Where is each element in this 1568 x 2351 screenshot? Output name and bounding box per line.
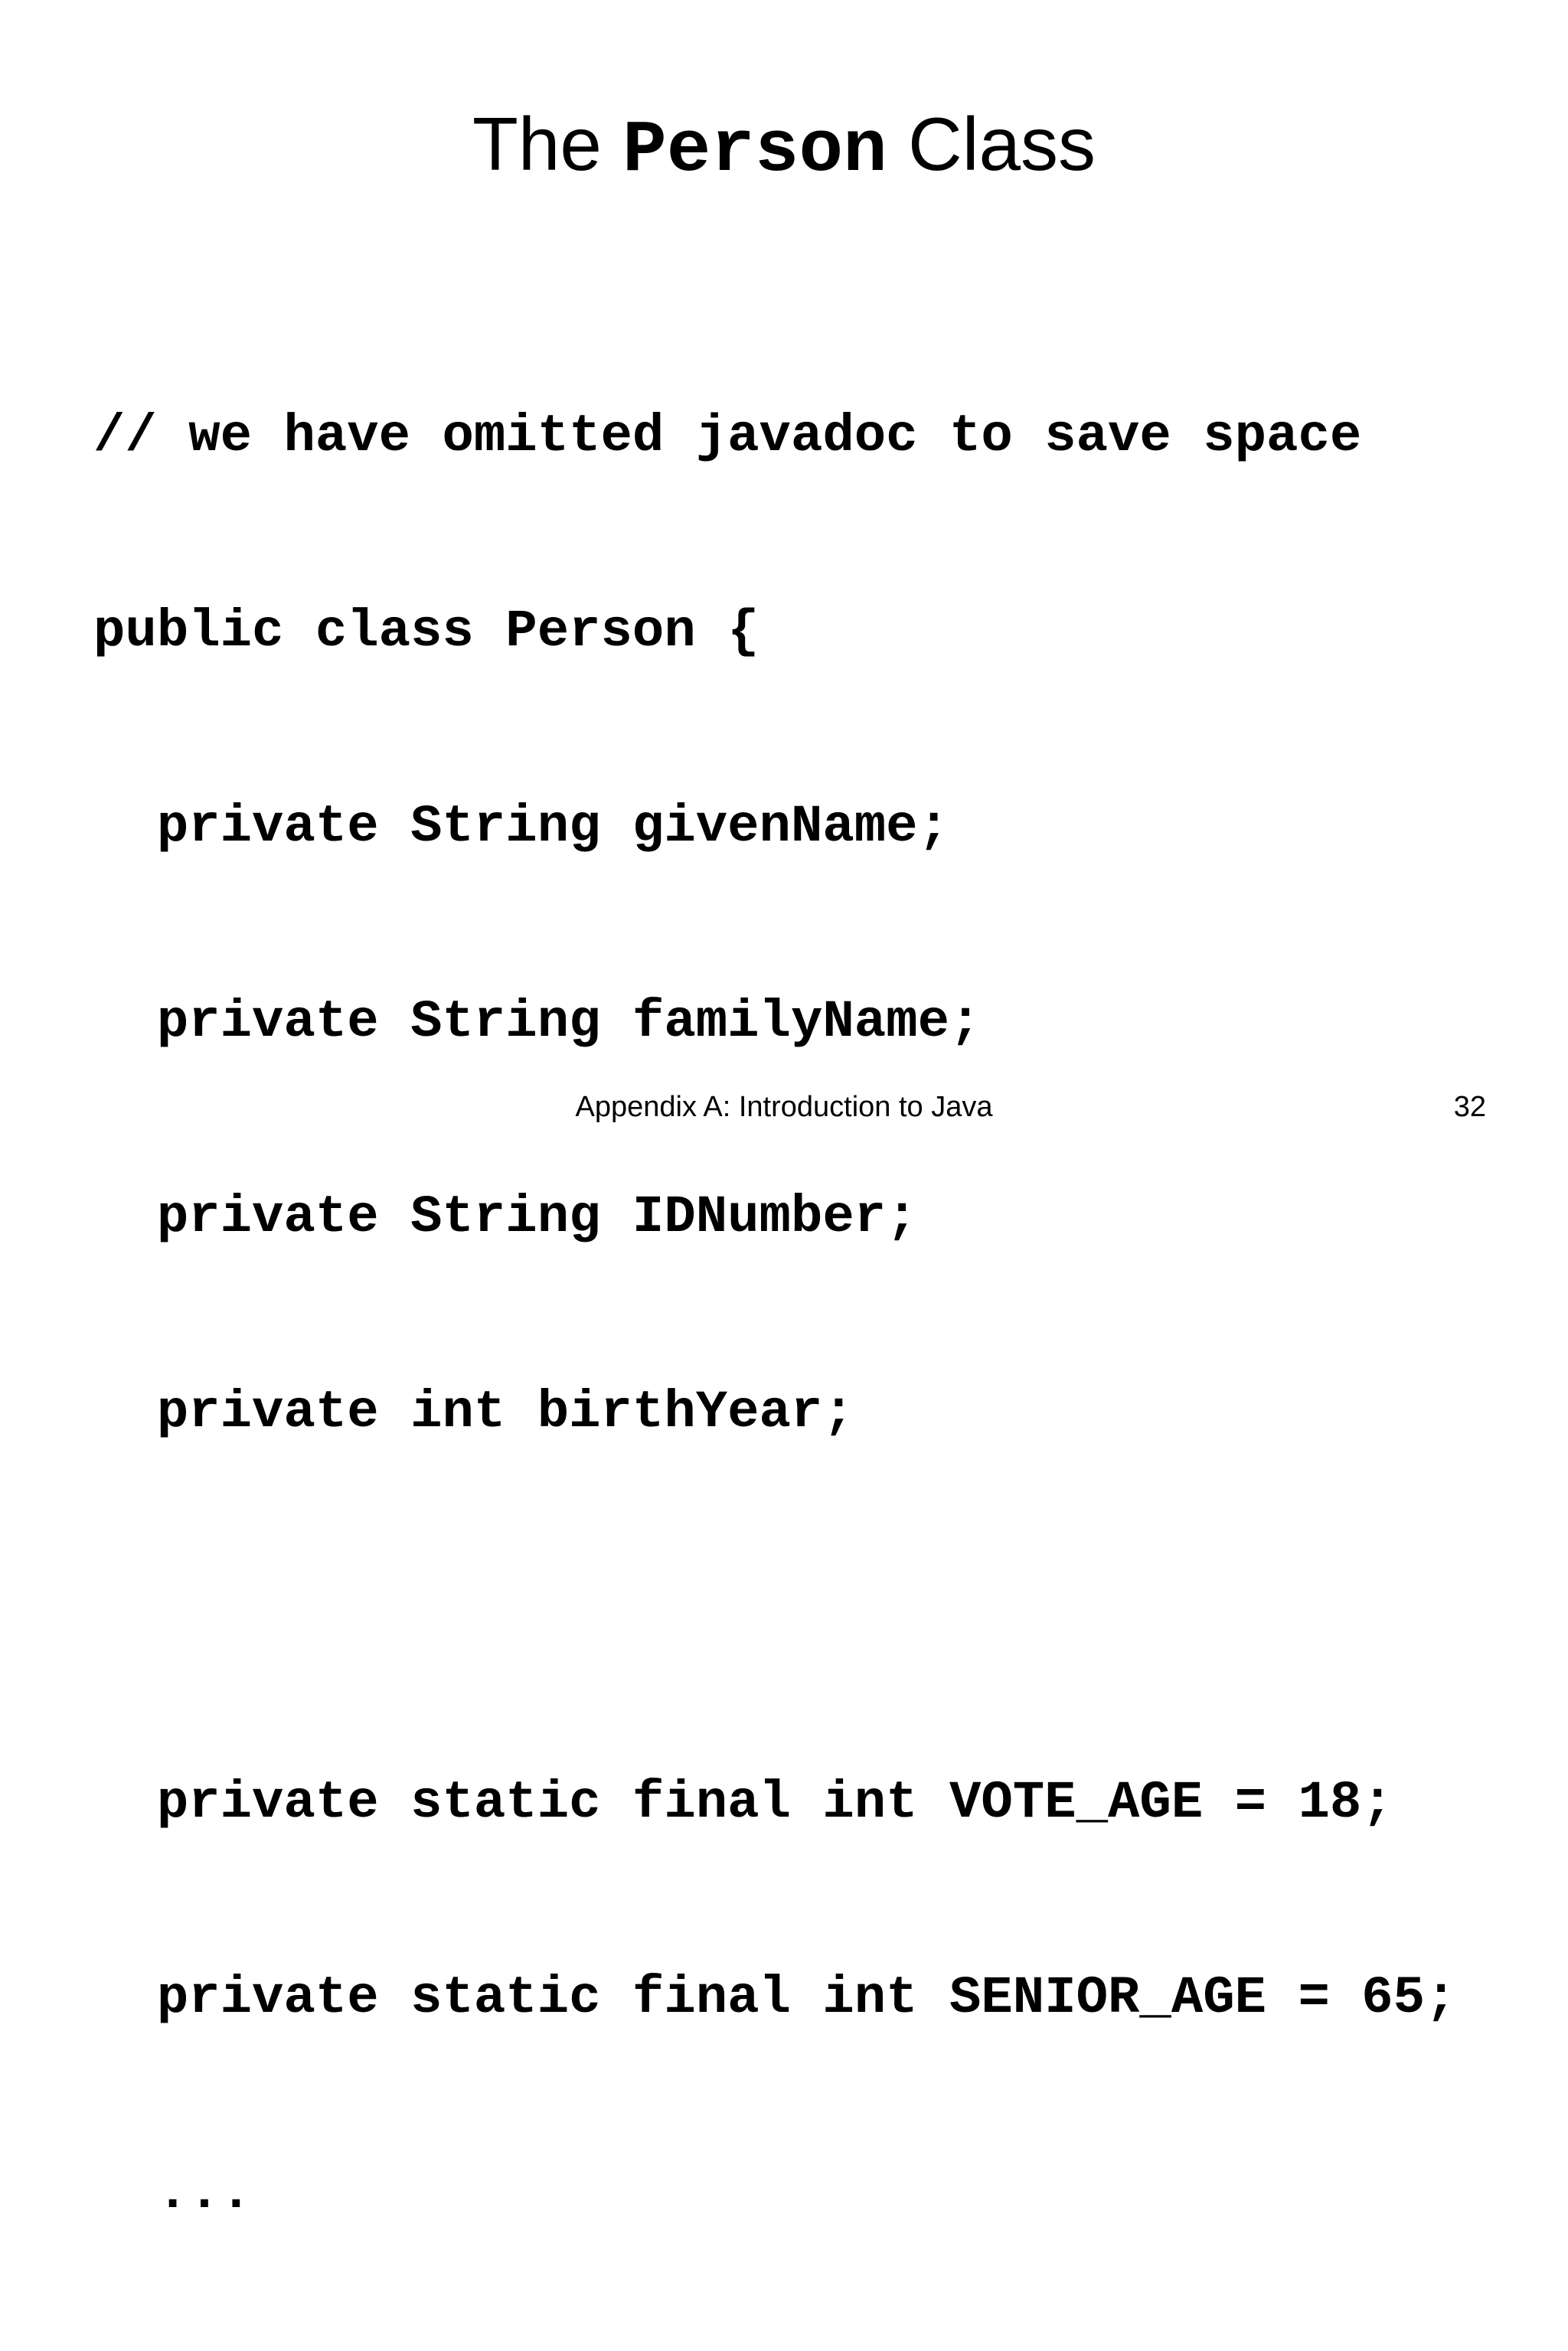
title-prefix: The — [472, 102, 623, 186]
page-number: 32 — [1453, 1091, 1486, 1123]
code-line-field-given-name: private String givenName; — [93, 797, 949, 857]
code-line-vote-age-constant: private static final int VOTE_AGE = 18; — [93, 1773, 1393, 1833]
title-suffix: Class — [887, 102, 1096, 186]
code-line-field-id-number: private String IDNumber; — [93, 1187, 918, 1247]
code-line-senior-age-constant: private static final int SENIOR_AGE = 65; — [93, 1968, 1457, 2028]
code-line-field-birth-year: private int birthYear; — [93, 1383, 854, 1442]
slide-title — [0, 102, 1568, 193]
slide-footer: Appendix A: Introduction to Java — [575, 1091, 993, 1123]
code-line-ellipsis: ... — [93, 2163, 253, 2223]
title-class-name: Person — [622, 109, 887, 192]
code-line-comment: // we have omitted javadoc to save space — [93, 407, 1362, 466]
code-block — [93, 279, 1457, 2351]
code-line-field-family-name: private String familyName; — [93, 992, 982, 1052]
code-line-blank — [93, 1570, 1457, 1646]
code-line-class-declaration: public class Person { — [93, 602, 760, 661]
